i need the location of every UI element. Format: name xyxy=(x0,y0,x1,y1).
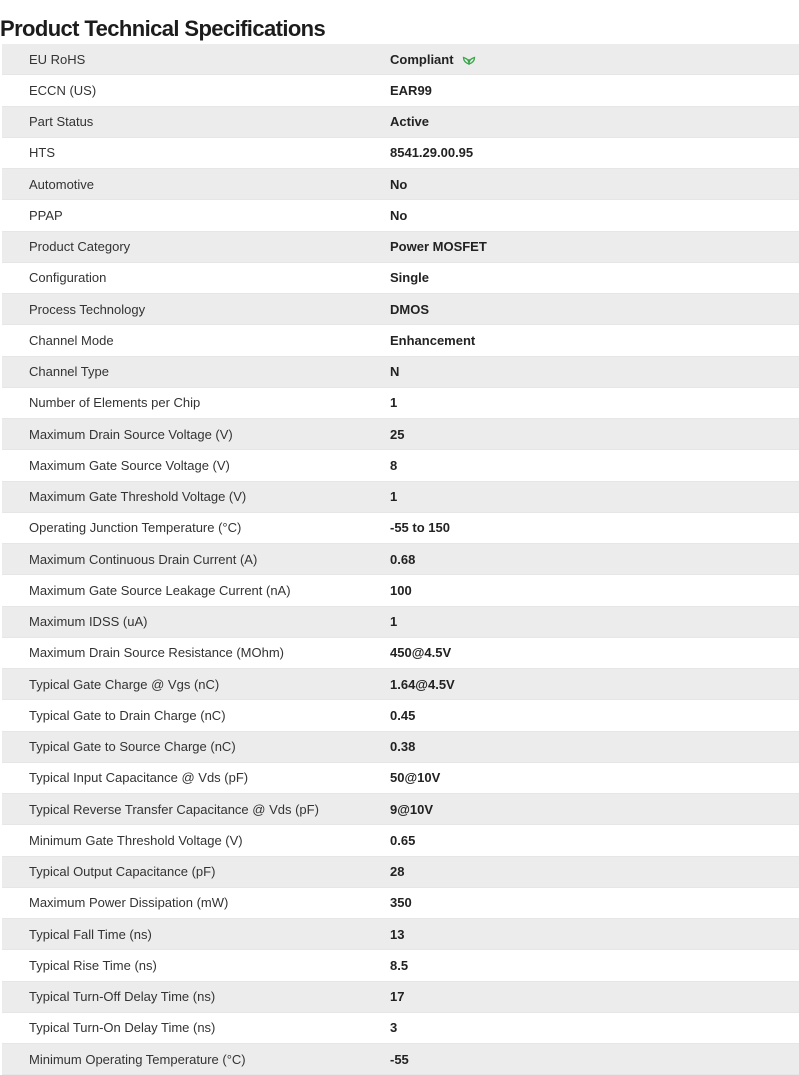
spec-value-cell xyxy=(390,145,799,160)
spec-row xyxy=(2,75,799,106)
spec-label: Typical Output Capacitance (pF) xyxy=(29,864,216,880)
spec-value-cell xyxy=(390,645,799,660)
spec-value: 1.64@4.5V xyxy=(390,676,455,692)
spec-value-cell xyxy=(390,989,799,1004)
spec-label: Minimum Gate Threshold Voltage (V) xyxy=(29,832,243,848)
spec-row xyxy=(2,138,799,169)
spec-value: 1 xyxy=(390,614,398,630)
spec-label: Maximum IDSS (uA) xyxy=(29,614,148,630)
spec-value: 100 xyxy=(390,582,412,598)
spec-value-cell xyxy=(390,302,799,317)
spec-label: Typical Rise Time (ns) xyxy=(29,957,157,973)
spec-value-cell xyxy=(390,52,799,67)
spec-row xyxy=(2,294,799,325)
spec-label: Maximum Drain Source Voltage (V) xyxy=(29,426,233,442)
spec-value-cell xyxy=(390,489,799,504)
spec-row xyxy=(2,888,799,919)
spec-value: 0.68 xyxy=(390,551,416,567)
spec-row xyxy=(2,825,799,856)
spec-value-cell xyxy=(390,333,799,348)
spec-row xyxy=(2,388,799,419)
spec-label: Part Status xyxy=(29,114,94,130)
spec-row xyxy=(2,794,799,825)
spec-row xyxy=(2,544,799,575)
spec-label: Maximum Continuous Drain Current (A) xyxy=(29,551,258,567)
spec-label: HTS xyxy=(29,145,55,161)
spec-row xyxy=(2,232,799,263)
spec-label: Minimum Operating Temperature (°C) xyxy=(29,1051,246,1067)
spec-label: Typical Input Capacitance @ Vds (pF) xyxy=(29,770,249,786)
spec-value-cell xyxy=(390,739,799,754)
spec-value-cell xyxy=(390,395,799,410)
spec-value: -55 xyxy=(390,1051,409,1067)
spec-row xyxy=(2,357,799,388)
spec-value: 13 xyxy=(390,926,405,942)
spec-label: Typical Turn-Off Delay Time (ns) xyxy=(29,989,216,1005)
spec-table xyxy=(2,44,799,1075)
spec-value: 3 xyxy=(390,1020,398,1036)
spec-value: 1 xyxy=(390,395,398,411)
spec-value-cell xyxy=(390,364,799,379)
spec-value-cell xyxy=(390,83,799,98)
spec-row xyxy=(2,107,799,138)
spec-row xyxy=(2,763,799,794)
spec-value: Enhancement xyxy=(390,332,476,348)
spec-label: Maximum Gate Source Leakage Current (nA) xyxy=(29,582,291,598)
spec-row xyxy=(2,169,799,200)
spec-row xyxy=(2,44,799,75)
spec-value-cell xyxy=(390,458,799,473)
spec-value: 0.45 xyxy=(390,707,416,723)
spec-label: Typical Gate to Drain Charge (nC) xyxy=(29,707,226,723)
spec-value-cell xyxy=(390,208,799,223)
spec-value-cell xyxy=(390,927,799,942)
spec-value-cell xyxy=(390,1020,799,1035)
spec-value: 0.38 xyxy=(390,739,416,755)
spec-label: Process Technology xyxy=(29,301,146,317)
spec-row xyxy=(2,950,799,981)
spec-row xyxy=(2,732,799,763)
spec-row xyxy=(2,482,799,513)
spec-value: No xyxy=(390,176,408,192)
spec-value: -55 to 150 xyxy=(390,520,450,536)
spec-row xyxy=(2,919,799,950)
spec-value: 9@10V xyxy=(390,801,434,817)
spec-row xyxy=(2,575,799,606)
spec-value-cell xyxy=(390,427,799,442)
spec-row xyxy=(2,419,799,450)
spec-row xyxy=(2,325,799,356)
spec-value: 0.65 xyxy=(390,832,416,848)
spec-value: EAR99 xyxy=(390,82,432,98)
spec-row xyxy=(2,982,799,1013)
spec-label: Number of Elements per Chip xyxy=(29,395,201,411)
spec-value-cell xyxy=(390,864,799,879)
spec-value: 450@4.5V xyxy=(390,645,452,661)
spec-label: Automotive xyxy=(29,176,95,192)
spec-label: PPAP xyxy=(29,207,63,223)
spec-value: 8.5 xyxy=(390,957,409,973)
spec-value-cell xyxy=(390,114,799,129)
spec-value: 8 xyxy=(390,457,398,473)
spec-label: ECCN (US) xyxy=(29,82,97,98)
spec-row xyxy=(2,200,799,231)
spec-value-cell xyxy=(390,239,799,254)
spec-row xyxy=(2,669,799,700)
spec-label: Maximum Drain Source Resistance (MOhm) xyxy=(29,645,285,661)
spec-value-cell xyxy=(390,177,799,192)
spec-row xyxy=(2,1013,799,1044)
page-title: Product Technical Specifications xyxy=(0,15,326,41)
spec-value-cell xyxy=(390,677,799,692)
spec-value-cell xyxy=(390,270,799,285)
spec-label: Channel Type xyxy=(29,364,109,380)
spec-label: Product Category xyxy=(29,239,131,255)
spec-row xyxy=(2,857,799,888)
spec-label: Configuration xyxy=(29,270,107,286)
spec-value: 1 xyxy=(390,489,398,505)
spec-value-cell xyxy=(390,958,799,973)
spec-label: Maximum Gate Source Voltage (V) xyxy=(29,457,230,473)
spec-label: Typical Gate Charge @ Vgs (nC) xyxy=(29,676,220,692)
spec-value: 50@10V xyxy=(390,770,441,786)
spec-value: 28 xyxy=(390,864,405,880)
spec-value-cell xyxy=(390,583,799,598)
spec-label: EU RoHS xyxy=(29,51,86,67)
spec-label: Typical Gate to Source Charge (nC) xyxy=(29,739,236,755)
spec-value-cell xyxy=(390,895,799,910)
spec-value: No xyxy=(390,207,408,223)
spec-value: 25 xyxy=(390,426,405,442)
spec-row xyxy=(2,450,799,481)
spec-value: Power MOSFET xyxy=(390,239,487,255)
spec-label: Typical Fall Time (ns) xyxy=(29,926,152,942)
spec-label: Maximum Power Dissipation (mW) xyxy=(29,895,229,911)
spec-value-cell xyxy=(390,1052,799,1067)
spec-value: Active xyxy=(390,114,430,130)
spec-value-cell xyxy=(390,520,799,535)
spec-value: Compliant xyxy=(390,51,454,67)
spec-label: Operating Junction Temperature (°C) xyxy=(29,520,242,536)
spec-value: DMOS xyxy=(390,301,429,317)
spec-row xyxy=(2,638,799,669)
spec-label: Typical Reverse Transfer Capacitance @ Vds (pF) xyxy=(29,801,319,817)
spec-value-cell xyxy=(390,770,799,785)
spec-row xyxy=(2,513,799,544)
spec-value-cell xyxy=(390,614,799,629)
spec-row xyxy=(2,1044,799,1075)
spec-value-cell xyxy=(390,833,799,848)
spec-value: Single xyxy=(390,270,430,286)
leaf-icon xyxy=(462,53,476,65)
spec-value-cell xyxy=(390,552,799,567)
spec-row xyxy=(2,700,799,731)
spec-label: Typical Turn-On Delay Time (ns) xyxy=(29,1020,216,1036)
spec-label: Maximum Gate Threshold Voltage (V) xyxy=(29,489,247,505)
spec-value: 17 xyxy=(390,989,405,1005)
spec-value: N xyxy=(390,364,400,380)
spec-row xyxy=(2,607,799,638)
spec-value: 8541.29.00.95 xyxy=(390,145,474,161)
spec-value: 350 xyxy=(390,895,412,911)
spec-value-cell xyxy=(390,802,799,817)
spec-row xyxy=(2,263,799,294)
spec-label: Channel Mode xyxy=(29,332,114,348)
spec-value-cell xyxy=(390,708,799,723)
